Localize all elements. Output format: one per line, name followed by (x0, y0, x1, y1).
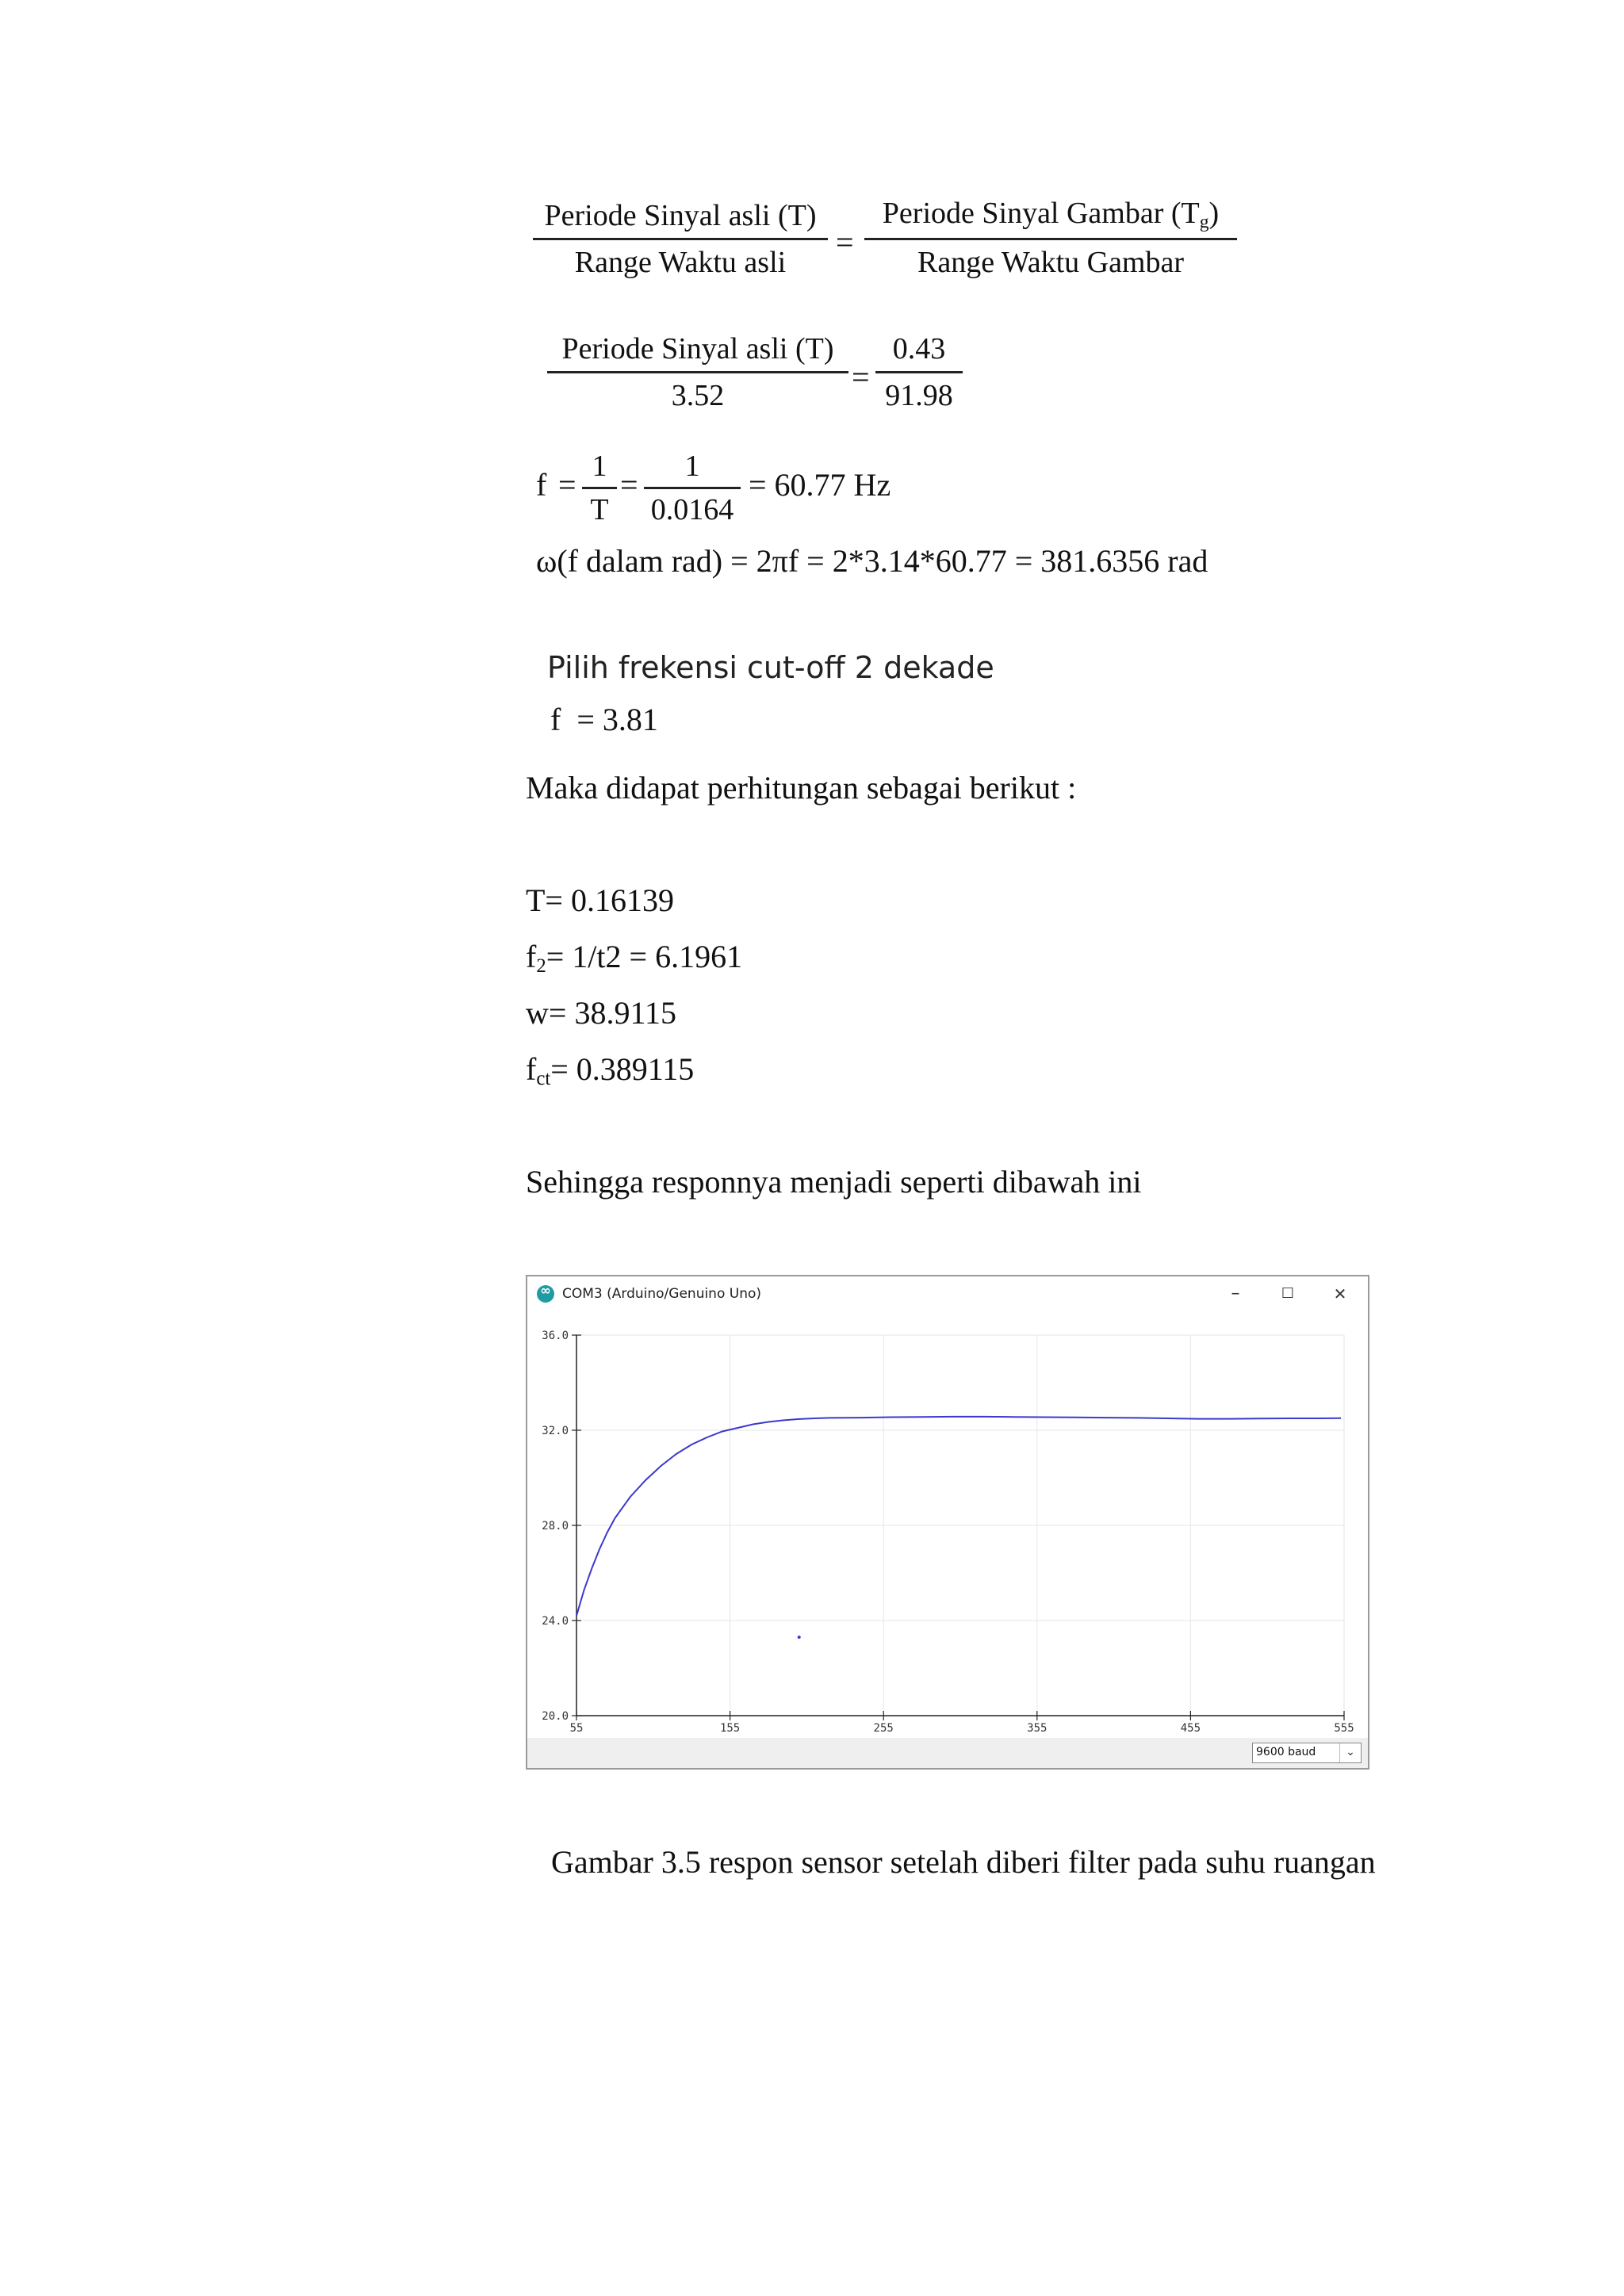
response-text: Sehingga responnya menjadi seperti dibawah ini (526, 1164, 1142, 1200)
freq-frac1-numerator: 1 (592, 450, 607, 483)
subst-lhs-numerator: Periode Sinyal asli (T) (561, 332, 834, 365)
subst-equals: = (852, 359, 870, 395)
figure-caption: Gambar 3.5 respon sensor setelah diberi filter pada suhu ruangan (551, 1844, 1376, 1880)
y-tick-label: 36.0 (542, 1330, 569, 1342)
freq-fraction-1 (582, 449, 617, 527)
subst-lhs-fraction (547, 331, 848, 413)
stray-data-point (798, 1636, 801, 1639)
freq-fraction-2 (644, 449, 741, 527)
window-titlebar[interactable] (527, 1276, 1368, 1311)
result-f2-symbol: f (526, 939, 537, 974)
y-tick-label: 20.0 (542, 1710, 569, 1723)
y-tick-label: 32.0 (542, 1425, 569, 1437)
freq-frac1-denominator: T (590, 493, 609, 526)
arduino-icon (537, 1285, 554, 1303)
subst-rhs-fraction (875, 331, 963, 413)
y-tick-label: 24.0 (542, 1615, 569, 1628)
x-tick-label: 555 (1334, 1722, 1354, 1735)
x-tick-label: 455 (1180, 1722, 1201, 1735)
ratio-lhs-numerator: Periode Sinyal asli (T) (544, 199, 817, 232)
maximize-button[interactable]: ☐ (1281, 1285, 1295, 1302)
close-button[interactable]: ✕ (1333, 1284, 1347, 1303)
baud-rate-value: 9600 baud (1256, 1746, 1316, 1758)
result-fct (526, 1050, 694, 1090)
window-title: COM3 (Arduino/Genuino Uno) (562, 1286, 762, 1302)
freq-f: f (536, 467, 547, 503)
baud-rate-select[interactable] (1252, 1743, 1362, 1763)
window-statusbar (527, 1738, 1368, 1768)
x-tick-label: 155 (719, 1722, 741, 1735)
omega-equation: ω(f dalam rad) = 2πf = 2*3.14*60.77 = 381.6356 rad (536, 543, 1208, 579)
freq-result: = 60.77 Hz (749, 467, 891, 503)
ratio-rhs-subscript: g (1199, 211, 1209, 232)
ratio-lhs-fraction (533, 198, 828, 280)
ratio-rhs-fraction (864, 196, 1237, 280)
result-w: w= 38.9115 (526, 995, 676, 1031)
ratio-rhs-numerator (864, 196, 1237, 238)
minimize-button[interactable]: – (1231, 1284, 1240, 1303)
x-tick-label: 255 (873, 1722, 894, 1735)
subst-lhs-denominator: 3.52 (671, 379, 725, 412)
x-tick-label: 55 (569, 1722, 584, 1735)
freq-equals-1: = (558, 467, 576, 503)
subst-rhs-denominator: 91.98 (885, 379, 953, 412)
ratio-rhs-denominator: Range Waktu Gambar (917, 245, 1185, 279)
serial-plotter-window (526, 1275, 1369, 1770)
result-f2 (526, 938, 742, 978)
result-f2-subscript: 2 (536, 955, 546, 978)
cutoff-heading: Pilih frekensi cut-off 2 dekade (547, 650, 994, 685)
result-fct-symbol: f (526, 1051, 537, 1087)
freq-frac2-numerator: 1 (684, 450, 700, 483)
result-fct-subscript: ct (536, 1068, 551, 1090)
series-line-sensor (576, 1417, 1341, 1616)
chevron-down-icon[interactable]: ⌄ (1339, 1743, 1361, 1762)
intro-text: Maka didapat perhitungan sebagai berikut : (526, 770, 1077, 806)
result-fct-value: = 0.389115 (550, 1051, 695, 1087)
ratio-rhs-numerator-text: Periode Sinyal Gambar (T (882, 197, 1200, 230)
y-tick-label: 28.0 (542, 1520, 569, 1533)
ratio-equals: = (836, 224, 854, 260)
ratio-rhs-close-paren: ) (1208, 197, 1220, 230)
freq-equals-2: = (620, 467, 638, 503)
freq-frac2-denominator: 0.0164 (650, 493, 734, 526)
x-tick-label: 355 (1027, 1722, 1048, 1735)
cutoff-value: f = 3.81 (550, 702, 658, 737)
ratio-lhs-denominator: Range Waktu asli (574, 246, 787, 279)
subst-rhs-numerator: 0.43 (892, 332, 946, 365)
serial-plot (527, 1311, 1368, 1739)
result-t: T= 0.16139 (526, 882, 674, 918)
result-f2-value: = 1/t2 = 6.1961 (546, 939, 743, 974)
